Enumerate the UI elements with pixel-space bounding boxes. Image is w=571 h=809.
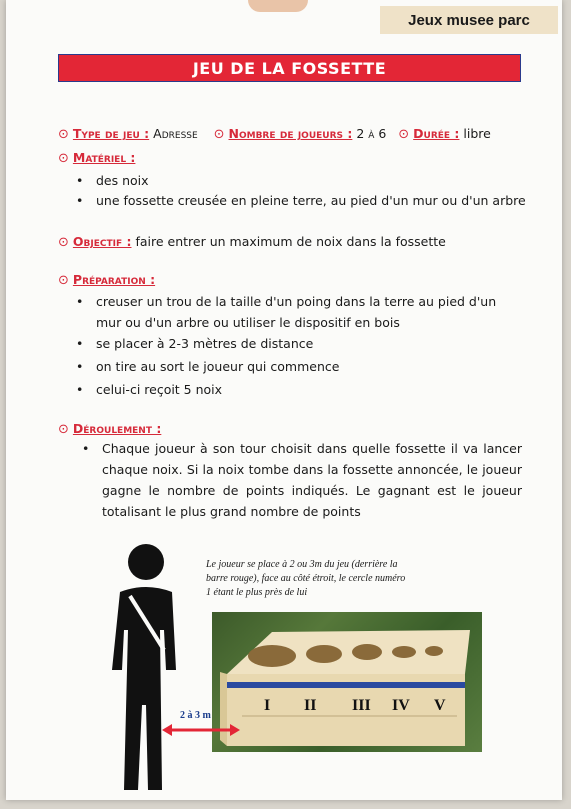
box-number: IV: [392, 697, 410, 714]
deroulement-heading: [58, 421, 161, 437]
target-icon: ⊙: [58, 151, 69, 166]
distance-arrow: [162, 722, 240, 738]
page-title: JEU DE LA FOSSETTE: [58, 54, 521, 82]
objectif-text: faire entrer un maximum de noix dans la fossette: [131, 234, 446, 249]
box-number: II: [304, 697, 317, 714]
materiel-label: Matériel :: [72, 150, 136, 165]
objectif-line: [58, 234, 446, 250]
target-icon: ⊙: [58, 235, 69, 250]
game-box-photo: [212, 612, 482, 752]
figure-caption: Le joueur se place à 2 ou 3m du jeu (derrière la barre rouge), face au côté étroit, le cercle numéro 1 étant le plus près de lui: [206, 559, 406, 598]
info-line: [58, 126, 491, 142]
deroulement-label: Déroulement :: [72, 421, 162, 436]
list-item: • creuser un trou de la taille d'un poing dans la terre au pied d'un mur ou d'un arbre ou utiliser le dispositif en bois: [96, 291, 520, 333]
type-label: Type de jeu :: [72, 126, 150, 141]
duration-value: libre: [459, 126, 491, 141]
players-label: Nombre de joueurs :: [228, 126, 353, 141]
target-icon: ⊙: [213, 127, 225, 142]
list-item: • se placer à 2-3 mètres de distance: [96, 336, 313, 351]
list-item: • des noix: [96, 173, 149, 188]
players-value: 2 à 6: [352, 126, 387, 141]
materiel-heading: [58, 150, 135, 166]
box-number: III: [352, 697, 371, 714]
preparation-heading: [58, 272, 155, 288]
duration-label: Durée :: [413, 126, 460, 141]
list-item: • on tire au sort le joueur qui commence: [96, 359, 339, 374]
target-icon: ⊙: [58, 127, 69, 142]
type-value: Adresse: [149, 126, 198, 141]
target-icon: ⊙: [58, 273, 69, 288]
park-label: Jeux musee parc: [380, 6, 558, 34]
player-figure: [110, 540, 180, 800]
preparation-label: Préparation :: [72, 272, 156, 287]
thumb: [248, 0, 308, 12]
objectif-label: Objectif :: [72, 234, 132, 249]
distance-label: 2 à 3 m: [180, 710, 211, 721]
target-icon: ⊙: [398, 127, 410, 142]
box-number: I: [264, 697, 271, 714]
deroulement-text: • Chaque joueur à son tour choisit dans quelle fossette il va lancer chaque noix. Si la noix tombe dans la fossette annoncée, le joueur gagne le nombre de points indiqués. Le gagnant est le joueur totalisant le plus grand nombre de points: [102, 438, 522, 522]
box-number: V: [434, 697, 446, 714]
list-item: • une fossette creusée en pleine terre, au pied d'un mur ou d'un arbre: [96, 193, 526, 208]
list-item: • celui-ci reçoit 5 noix: [96, 382, 222, 397]
target-icon: ⊙: [58, 422, 69, 437]
